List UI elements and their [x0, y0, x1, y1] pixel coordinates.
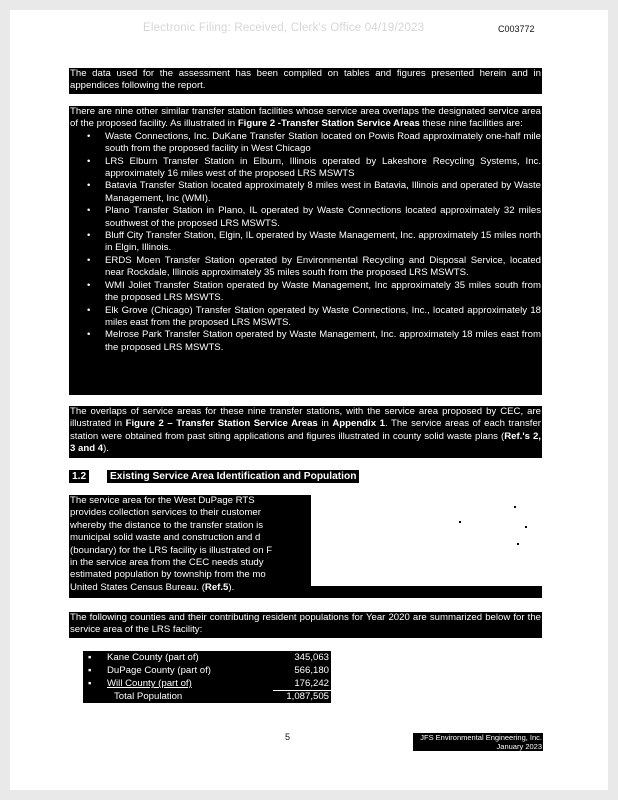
- list-item: • Melrose Park Transfer Station operated by Waste Management, Inc. approximately 18 miles east from the proposed LRS MSWTS.: [70, 329, 541, 354]
- list-item: • Elk Grove (Chicago) Transfer Station operated by Waste Connections, Inc., located approximately 18 miles east from the proposed LRS MSWTS.: [70, 305, 541, 330]
- footer-date: January 2023: [496, 742, 542, 751]
- counties-text: The following counties and their contributing resident populations for Year 2020 are summarized below for the service area of the LRS facility:: [70, 612, 541, 636]
- section-title: Existing Service Area Identification and Population: [107, 470, 359, 483]
- lead-text-end: these nine facilities are:: [419, 118, 523, 130]
- service-area-line: in the service area from the CEC needs study: [70, 557, 264, 569]
- scan-speck: [517, 543, 519, 545]
- intro-text: The data used for the assessment has been compiled on tables and figures presented herein and in appendices following the report.: [70, 68, 541, 92]
- transfer-stations-paragraph: [69, 106, 542, 395]
- scan-speck: [525, 526, 527, 528]
- service-area-line: estimated population by township from the mo: [70, 569, 266, 581]
- transfer-station-list: [70, 131, 541, 354]
- county-name: Will County (part of): [107, 678, 192, 689]
- population-value: 176,242: [294, 678, 329, 689]
- footer-company: JFS Environmental Engineering, Inc.: [420, 733, 542, 742]
- overlap-text-2: in: [317, 418, 333, 430]
- counties-paragraph: [69, 612, 542, 638]
- service-area-line: whereby the distance to the transfer station is: [70, 519, 264, 531]
- list-item: • ERDS Moen Transfer Station operated by Environmental Recycling and Disposal Service, located near Rockdale, Illinois approximately 35 miles south from the proposed LRS MSWTS.: [70, 255, 541, 280]
- scan-speck: [514, 506, 516, 508]
- population-value: 345,063: [294, 652, 329, 663]
- service-area-line: (boundary) for the LRS facility is illustrated on F: [70, 544, 273, 556]
- appendix-reference: Appendix 1: [332, 418, 385, 430]
- overlap-text-3: . The service areas of each transfer station were obtained from past siting applications and figures illustrated in county solid waste plans (: [70, 418, 541, 442]
- county-name: DuPage County (part of): [107, 665, 211, 676]
- bullet-icon: ▪: [88, 652, 92, 663]
- population-row: [83, 651, 331, 664]
- list-item: • Waste Connections, Inc. DuKane Transfer Station located on Powis Road approximately one-half mile south from the proposed facility in West Chicago: [70, 131, 541, 156]
- list-item: • WMI Joliet Transfer Station operated by Waste Management, Inc approximately 35 miles south from the proposed LRS MSWTS.: [70, 280, 541, 305]
- total-value: 1,087,505: [286, 691, 329, 702]
- population-list: [83, 651, 331, 703]
- page-number: 5: [285, 732, 291, 742]
- intro-paragraph: [69, 68, 542, 94]
- service-area-line: The service area for the West DuPage RTS: [70, 495, 255, 506]
- service-area-line: provides collection services to their customer: [70, 507, 261, 519]
- total-label: Total Population: [114, 691, 183, 702]
- population-value: 566,180: [294, 665, 329, 676]
- list-item: • LRS Elburn Transfer Station in Elburn, Illinois operated by Lakeshore Recycling Systems, Inc. approximately 16 miles west of the proposed LRS MSWTS: [70, 156, 541, 181]
- figure-2-reference: Figure 2 -Transfer Station Service Areas: [237, 118, 420, 130]
- figure-2-reference: Figure 2 – Transfer Station Service Areas: [125, 418, 318, 430]
- lead-text: There are nine other similar transfer station facilities whose service area overlaps the designated service area of the proposed facility. As illustrated in: [70, 106, 541, 130]
- county-name: Kane County (part of): [107, 652, 199, 663]
- list-item: • Batavia Transfer Station located approximately 8 miles west in Batavia, Illinois and operated by Waste Management, Inc (WMI).: [70, 180, 541, 205]
- bullet-icon: ▪: [88, 678, 92, 689]
- list-item: • Plano Transfer Station in Plano, IL operated by Waste Connections located approximately 32 miles southwest of the proposed LRS MSWTS.: [70, 205, 541, 230]
- footer-block: [413, 733, 543, 751]
- document-code: C003772: [498, 24, 535, 34]
- overlap-paragraph: [69, 406, 542, 458]
- transfer-stations-lead: [70, 106, 541, 131]
- list-item: • Bluff City Transfer Station, Elgin, IL operated by Waste Management, Inc. approximately 15 miles north in Elgin, Illinois.: [70, 230, 541, 255]
- service-area-line: municipal solid waste and construction and d: [70, 532, 261, 544]
- overlap-text-4: ).: [103, 443, 109, 455]
- population-row: [83, 664, 331, 677]
- overlap-text: [70, 406, 541, 456]
- scan-speck: [459, 521, 461, 523]
- census-text-end: ).: [228, 581, 235, 593]
- population-row: [83, 677, 331, 690]
- filing-stamp: Electronic Filing: Received, Clerk's Office 04/19/2023: [143, 22, 425, 34]
- references: Ref.'s 2, 3 and 4: [70, 430, 541, 455]
- bullet-icon: ▪: [88, 665, 92, 676]
- census-text: United States Census Bureau. (: [70, 581, 205, 593]
- ref-5: Ref.5: [204, 581, 229, 593]
- overlap-text-1: The overlaps of service areas for these nine transfer stations, with the service area proposed by CEC, are illustrated in: [70, 406, 541, 430]
- section-number: 1.2: [69, 470, 89, 483]
- redacted-area: [311, 495, 542, 586]
- total-row: [83, 690, 331, 703]
